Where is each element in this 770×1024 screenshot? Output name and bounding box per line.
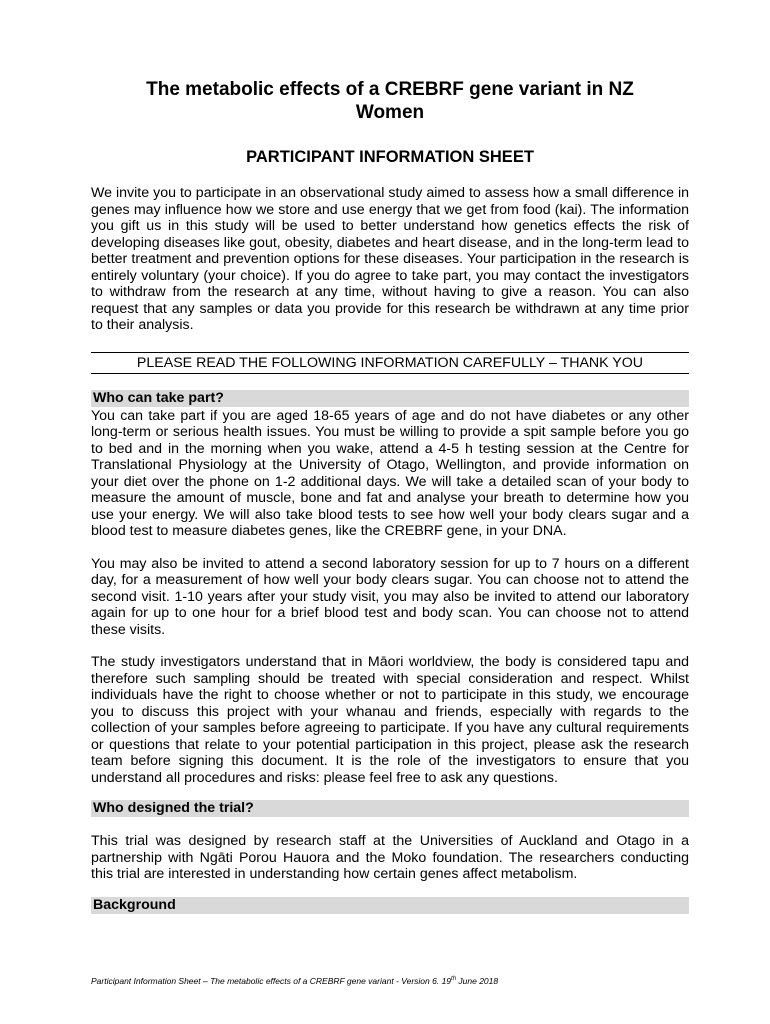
who-designed-paragraph: This trial was designed by research staff at the Universities of Auckland and Otago in a partnership with Ngāti Porou Hauora and the Moko foundation. The researchers conducting this trial are interested in understanding how certain genes affect metabolism. (91, 833, 689, 882)
page-footer (91, 976, 498, 986)
who-can-take-part-paragraph-2: You may also be invited to attend a second laboratory session for up to 7 hours on a different day, for a measurement of how well your body clears sugar. You can choose not to attend the second visit. 1-10 years after your study visit, you may also be invited to attend our laboratory again for up to one hour for a brief blood test and body scan. You can choose not to attend these visits. (91, 555, 689, 638)
section-heading-who-can-take-part: Who can take part? (91, 390, 689, 407)
document-title: The metabolic effects of a CREBRF gene variant in NZ Women (146, 79, 634, 123)
document-page (91, 78, 689, 915)
who-can-take-part-paragraph-1: You can take part if you are aged 18-65 years of age and do not have diabetes or any other long-term or serious health issues. You must be willing to provide a spit sample before you go to bed and in the morning when you wake, attend a 4-5 h testing session at the Centre for Translational Physiology at the University of Otago, Wellington, and provide information on your diet over the phone on 1-2 additional days. We will take a detailed scan of your body to measure the amount of muscle, bone and fat and analyse your breath to determine how you use your energy. We will also take blood tests to see how well your body clears sugar and a blood test to measure diabetes genes, like the CREBRF gene, in your DNA. (91, 407, 689, 539)
footer-tail: June 2018 (456, 976, 499, 986)
footer-superscript: th (451, 976, 457, 983)
document-subtitle: PARTICIPANT INFORMATION SHEET (246, 148, 534, 166)
notice-banner: PLEASE READ THE FOLLOWING INFORMATION CAREFULLY – THANK YOU (91, 352, 689, 374)
who-can-take-part-paragraph-3: The study investigators understand that in Māori worldview, the body is considered tapu and therefore such sampling should be treated with special consideration and respect. Whilst individuals have the right to choose whether or not to participate in this study, we encourage you to discuss this project with your whanau and friends, especially with regards to the collection of your samples before agreeing to participate. If you have any cultural requirements or questions that relate to your potential participation in this project, please ask the research team before signing this document. It is the role of the investigators to ensure that you understand all procedures and risks: please feel free to ask any questions. (91, 654, 689, 786)
intro-paragraph: We invite you to participate in an observational study aimed to assess how a small difference in genes may influence how we store and use energy that we get from food (kai). The information you gift us in this study will be used to better understand how genetics effects the risk of developing diseases like gout, obesity, diabetes and heart disease, and in the long-term lead to better treatment and prevention options for these diseases. Your participation in the research is entirely voluntary (your choice). If you do agree to take part, you may contact the investigators to withdraw from the research at any time, without having to give a reason. You can also request that any samples or data you provide for this research be withdrawn at any time prior to their analysis. (91, 185, 689, 333)
section-heading-who-designed: Who designed the trial? (91, 800, 689, 817)
footer-text: Participant Information Sheet – The metabolic effects of a CREBRF gene variant - Version 6. 19 (91, 976, 452, 986)
section-heading-background: Background (91, 897, 689, 914)
